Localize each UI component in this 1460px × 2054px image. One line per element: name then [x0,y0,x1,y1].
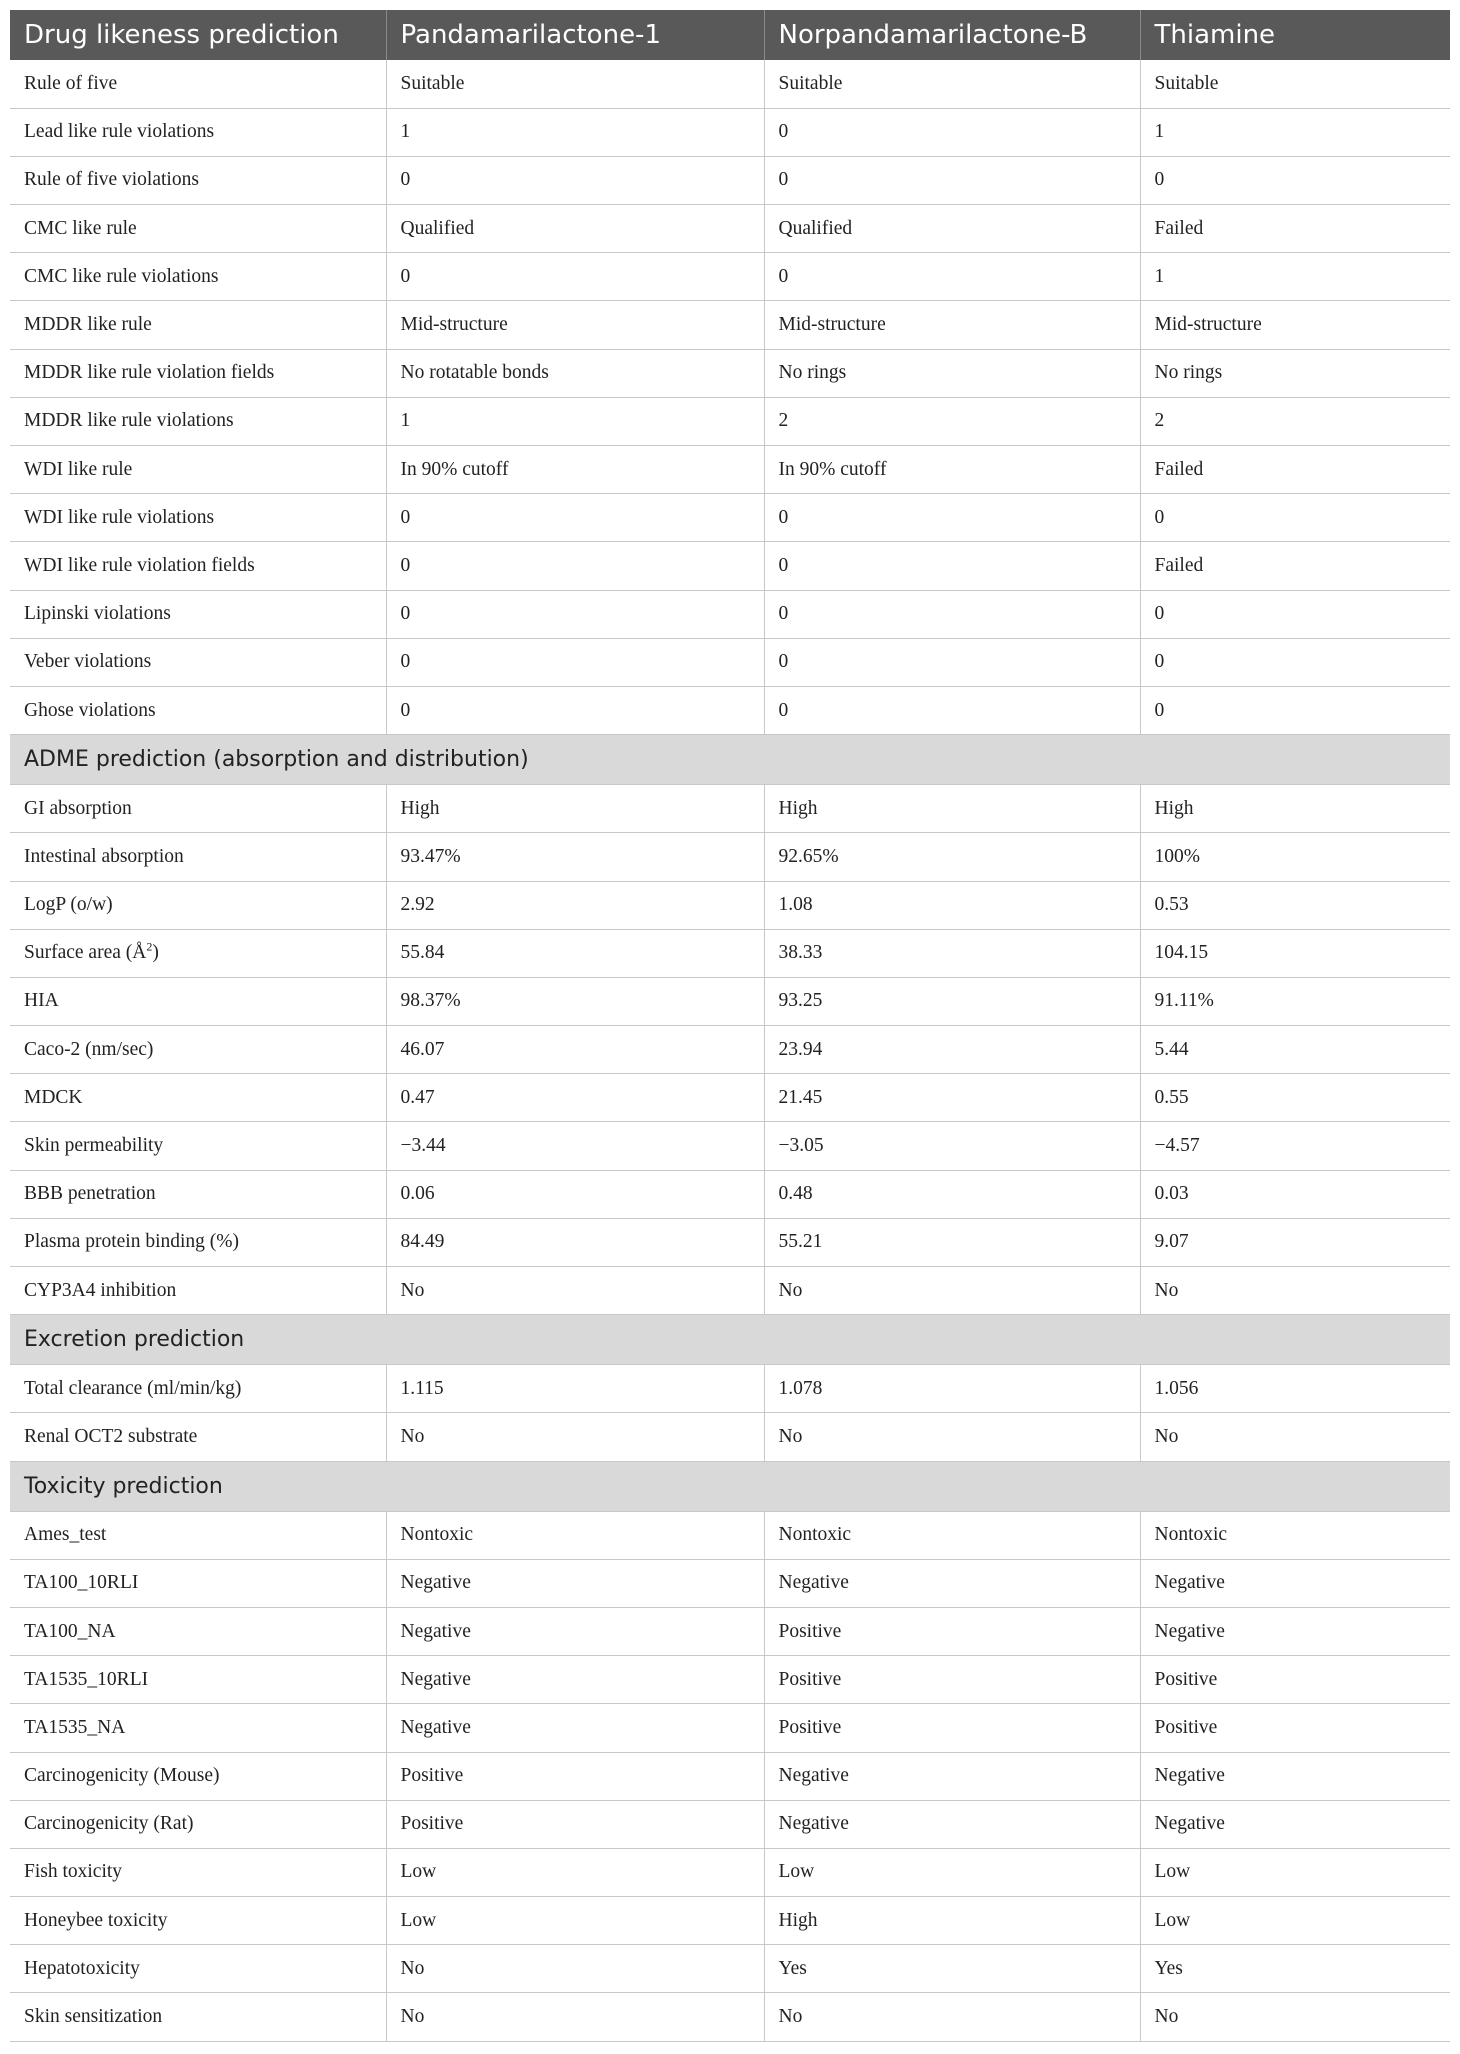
value-cell: Low [1140,1848,1450,1896]
value-cell: 0 [1140,590,1450,638]
row-label-cell: Hepatotoxicity [10,1945,386,1993]
value-cell: Yes [764,1945,1140,1993]
value-cell: 2 [764,397,1140,445]
value-cell: 21.45 [764,1074,1140,1122]
row-label-cell: MDCK [10,1074,386,1122]
row-label-cell: WDI like rule violations [10,494,386,542]
prediction-table [10,10,1450,2042]
value-cell: Negative [386,1559,764,1607]
value-cell: 0 [764,253,1140,301]
value-cell: No [1140,1993,1450,2041]
value-cell: 104.15 [1140,929,1450,977]
value-cell: 0 [764,638,1140,686]
value-cell: 92.65% [764,833,1140,881]
row-label-cell: GI absorption [10,785,386,833]
value-cell: Negative [1140,1559,1450,1607]
row-label-cell: TA100_NA [10,1607,386,1655]
value-cell: −4.57 [1140,1122,1450,1170]
table-row [10,446,1450,494]
value-cell: No [764,1413,1140,1461]
table-row [10,1511,1450,1559]
value-cell: Positive [764,1704,1140,1752]
table-row [10,542,1450,590]
value-cell: Low [764,1848,1140,1896]
row-label-cell: CYP3A4 inhibition [10,1267,386,1315]
value-cell: Nontoxic [764,1511,1140,1559]
row-label-cell: Skin permeability [10,1122,386,1170]
row-label-cell: Total clearance (ml/min/kg) [10,1365,386,1413]
row-label-cell: Plasma protein binding (%) [10,1218,386,1266]
value-cell: Low [386,1897,764,1945]
row-label-cell: Honeybee toxicity [10,1897,386,1945]
value-cell: High [386,785,764,833]
table-container [10,10,1450,2042]
value-cell: Positive [386,1752,764,1800]
value-cell: 0 [1140,494,1450,542]
table-row [10,929,1450,977]
row-label-cell: TA1535_NA [10,1704,386,1752]
value-cell: 1 [386,108,764,156]
value-cell: No rings [764,349,1140,397]
row-label-cell: Surface area $(Å^2)$ [10,929,386,977]
table-row [10,1559,1450,1607]
row-label-cell: LogP (o/w) [10,881,386,929]
value-cell: No [764,1267,1140,1315]
value-cell: 46.07 [386,1026,764,1074]
row-label-cell: MDDR like rule violation fields [10,349,386,397]
row-label-cell: HIA [10,977,386,1025]
header-cell-thiamine: Thiamine [1140,10,1450,60]
value-cell: No [1140,1267,1450,1315]
value-cell: Nontoxic [1140,1511,1450,1559]
table-row [10,1897,1450,1945]
value-cell: 1 [1140,253,1450,301]
value-cell: Failed [1140,205,1450,253]
value-cell: −3.05 [764,1122,1140,1170]
value-cell: 1.056 [1140,1365,1450,1413]
value-cell: Positive [1140,1704,1450,1752]
row-label-cell: CMC like rule [10,205,386,253]
value-cell: Positive [764,1656,1140,1704]
row-label-cell: Intestinal absorption [10,833,386,881]
row-label-cell: MDDR like rule [10,301,386,349]
value-cell: 0 [764,686,1140,734]
section-title: Toxicity prediction [10,1461,1450,1511]
value-cell: Mid-structure [764,301,1140,349]
section-header-row [10,735,1450,785]
value-cell: In 90% cutoff [386,446,764,494]
value-cell: 55.84 [386,929,764,977]
value-cell: No [386,1993,764,2041]
row-label-cell: Carcinogenicity (Rat) [10,1800,386,1848]
value-cell: 0 [764,156,1140,204]
value-cell: 91.11% [1140,977,1450,1025]
value-cell: Negative [1140,1607,1450,1655]
value-cell: 0 [1140,686,1450,734]
table-row [10,1704,1450,1752]
value-cell: 0 [1140,638,1450,686]
value-cell: 1.08 [764,881,1140,929]
table-row [10,1170,1450,1218]
value-cell: Positive [386,1800,764,1848]
row-label-cell: Lead like rule violations [10,108,386,156]
value-cell: In 90% cutoff [764,446,1140,494]
table-row [10,1607,1450,1655]
value-cell: 0.55 [1140,1074,1450,1122]
value-cell: Suitable [764,60,1140,108]
value-cell: 0 [386,156,764,204]
value-cell: Nontoxic [386,1511,764,1559]
value-cell: Negative [1140,1752,1450,1800]
row-label-cell: CMC like rule violations [10,253,386,301]
table-row [10,1800,1450,1848]
row-label-cell: Ghose violations [10,686,386,734]
value-cell: No [764,1993,1140,2041]
value-cell: No rotatable bonds [386,349,764,397]
header-cell-property: Drug likeness prediction [10,10,386,60]
value-cell: Negative [1140,1800,1450,1848]
value-cell: 0 [764,494,1140,542]
table-row [10,1848,1450,1896]
row-label-cell: Carcinogenicity (Mouse) [10,1752,386,1800]
section-title: ADME prediction (absorption and distribution) [10,735,1450,785]
table-row [10,686,1450,734]
table-row [10,205,1450,253]
value-cell: 1.078 [764,1365,1140,1413]
value-cell: 0 [764,108,1140,156]
value-cell: 0.03 [1140,1170,1450,1218]
table-row [10,833,1450,881]
value-cell: High [764,1897,1140,1945]
table-row [10,881,1450,929]
row-label-cell: MDDR like rule violations [10,397,386,445]
value-cell: 0.47 [386,1074,764,1122]
value-cell: High [1140,785,1450,833]
value-cell: Low [386,1848,764,1896]
value-cell: No [1140,1413,1450,1461]
table-row [10,349,1450,397]
table-row [10,108,1450,156]
value-cell: Suitable [386,60,764,108]
value-cell: Suitable [1140,60,1450,108]
value-cell: No rings [1140,349,1450,397]
value-cell: 1.115 [386,1365,764,1413]
value-cell: Failed [1140,542,1450,590]
table-row [10,977,1450,1025]
row-label-cell: Veber violations [10,638,386,686]
row-label-cell: BBB penetration [10,1170,386,1218]
value-cell: 93.25 [764,977,1140,1025]
table-row [10,1413,1450,1461]
row-label-cell: WDI like rule [10,446,386,494]
value-cell: Negative [386,1656,764,1704]
value-cell: Negative [764,1752,1140,1800]
table-body [10,60,1450,2041]
value-cell: 2 [1140,397,1450,445]
value-cell: 0 [386,494,764,542]
value-cell: 1 [386,397,764,445]
value-cell: Qualified [386,205,764,253]
value-cell: −3.44 [386,1122,764,1170]
table-row [10,156,1450,204]
table-row [10,1752,1450,1800]
row-label-cell: Rule of five [10,60,386,108]
row-label-cell: Fish toxicity [10,1848,386,1896]
value-cell: No [386,1413,764,1461]
value-cell: 0.48 [764,1170,1140,1218]
value-cell: 0 [386,253,764,301]
table-row [10,785,1450,833]
table-row [10,1122,1450,1170]
value-cell: 0 [764,542,1140,590]
value-cell: 0 [386,638,764,686]
table-row [10,1945,1450,1993]
table-row [10,301,1450,349]
value-cell: Mid-structure [386,301,764,349]
table-row [10,1026,1450,1074]
table-row [10,1074,1450,1122]
value-cell: 0 [764,590,1140,638]
value-cell: 0.53 [1140,881,1450,929]
table-row [10,253,1450,301]
section-title: Excretion prediction [10,1315,1450,1365]
row-label-cell: Lipinski violations [10,590,386,638]
row-label-cell: Caco-2 (nm/sec) [10,1026,386,1074]
value-cell: Low [1140,1897,1450,1945]
value-cell: 100% [1140,833,1450,881]
row-label-cell: Rule of five violations [10,156,386,204]
table-row [10,60,1450,108]
section-header-row [10,1461,1450,1511]
row-label-cell: Skin sensitization [10,1993,386,2041]
value-cell: 5.44 [1140,1026,1450,1074]
value-cell: Negative [386,1704,764,1752]
value-cell: Yes [1140,1945,1450,1993]
value-cell: 98.37% [386,977,764,1025]
value-cell: 55.21 [764,1218,1140,1266]
value-cell: 0 [386,542,764,590]
table-row [10,1218,1450,1266]
value-cell: 23.94 [764,1026,1140,1074]
row-label-cell: TA100_10RLI [10,1559,386,1607]
value-cell: 2.92 [386,881,764,929]
row-label-cell: Ames_test [10,1511,386,1559]
value-cell: Mid-structure [1140,301,1450,349]
row-label-cell: Renal OCT2 substrate [10,1413,386,1461]
value-cell: Positive [1140,1656,1450,1704]
value-cell: 1 [1140,108,1450,156]
value-cell: No [386,1945,764,1993]
row-label-cell: TA1535_10RLI [10,1656,386,1704]
value-cell: 0 [1140,156,1450,204]
table-row [10,494,1450,542]
value-cell: Negative [764,1800,1140,1848]
table-row [10,1365,1450,1413]
value-cell: 84.49 [386,1218,764,1266]
table-row [10,1993,1450,2041]
table-row [10,397,1450,445]
value-cell: 9.07 [1140,1218,1450,1266]
value-cell: No [386,1267,764,1315]
value-cell: Failed [1140,446,1450,494]
value-cell: 38.33 [764,929,1140,977]
section-header-row [10,1315,1450,1365]
table-row [10,1267,1450,1315]
value-cell: Negative [764,1559,1140,1607]
value-cell: 93.47% [386,833,764,881]
header-cell-norpandamarilactone-b: Norpandamarilactone-B [764,10,1140,60]
value-cell: Positive [764,1607,1140,1655]
table-row [10,638,1450,686]
value-cell: Negative [386,1607,764,1655]
value-cell: 0.06 [386,1170,764,1218]
value-cell: 0 [386,686,764,734]
value-cell: High [764,785,1140,833]
header-row [10,10,1450,60]
table-row [10,1656,1450,1704]
header-cell-pandamarilactone-1: Pandamarilactone-1 [386,10,764,60]
row-label-cell: WDI like rule violation fields [10,542,386,590]
table-row [10,590,1450,638]
value-cell: Qualified [764,205,1140,253]
value-cell: 0 [386,590,764,638]
